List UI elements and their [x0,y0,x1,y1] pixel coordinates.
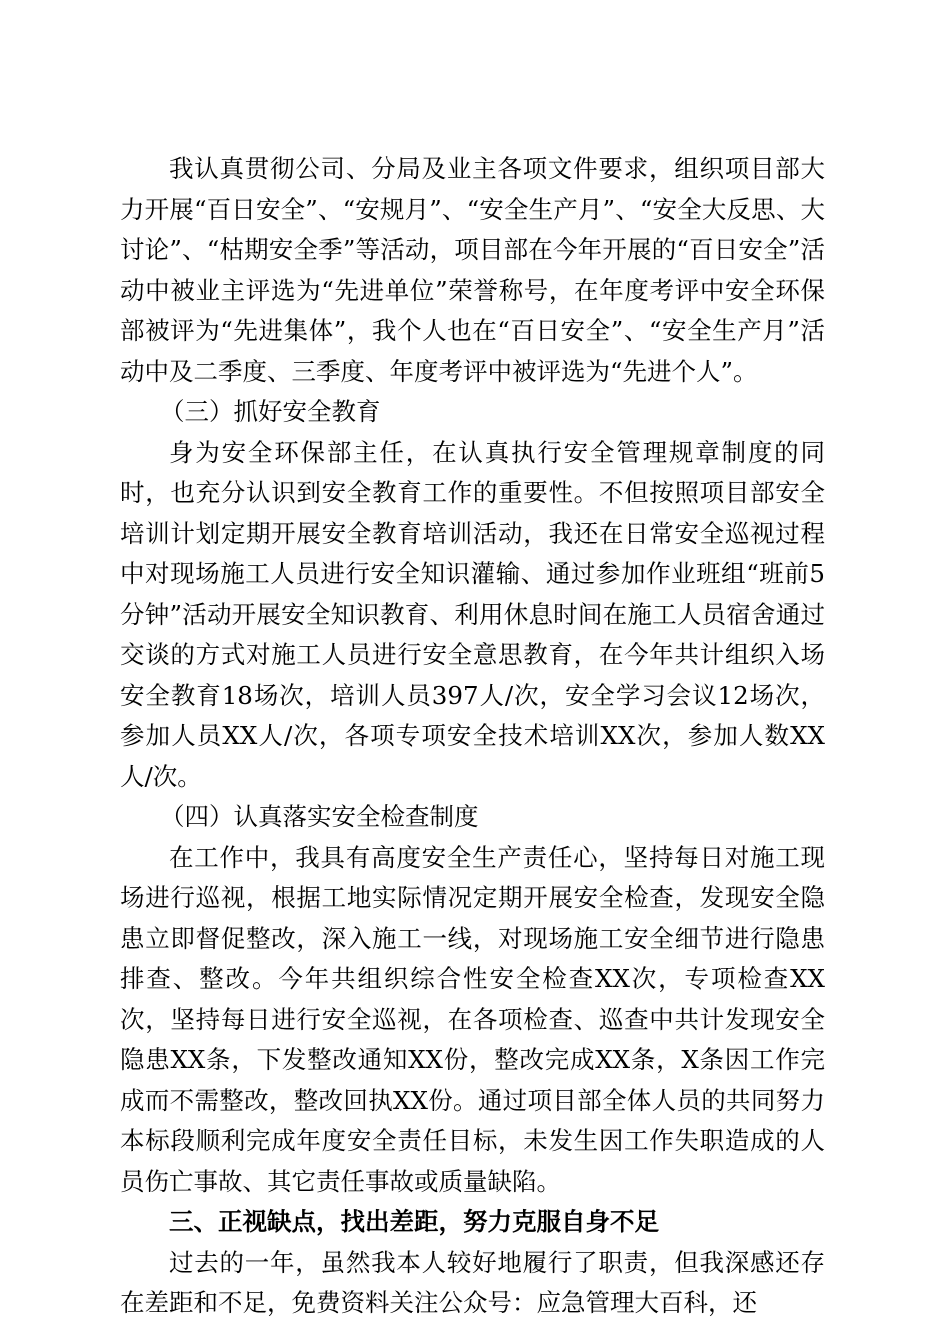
heading-safety-inspection: （四）认真落实安全检查制度 [160,802,479,831]
heading-safety-education: （三）抓好安全教育 [160,397,381,426]
paragraph-shortcomings: 过去的一年，虽然我本人较好地履行了职责，但我深感还存在差距和不足，免费资料关注公众号：应急管理大百科，还 [120,1247,825,1317]
paragraph-safety-inspection: 在工作中，我具有高度安全生产责任心，坚持每日对施工现场进行巡视，根据工地实际情况定期开展安全检查，发现安全隐患立即督促整改，深入施工一线，对现场施工安全细节进行隐患排查、整改。今年共组织综合性安全检查XX次，专项检查XX次，坚持每日进行安全巡视，在各项检查、巡查中共计发现安全隐患XX条，下发整改通知XX份，整改完成XX条，X条因工作完成而不需整改，整改回执XX份。通过项目部全体人员的共同努力本标段顺利完成年度安全责任目标，未发生因工作失职造成的人员伤亡事故、其它责任事故或质量缺陷。 [120,842,825,1196]
paragraph-activities: 我认真贯彻公司、分局及业主各项文件要求，组织项目部大力开展“百日安全”、“安规月”、“安全生产月”、“安全大反思、大讨论”、“枯期安全季”等活动，项目部在今年开展的“百日安全”活动中被业主评选为“先进单位”荣誉称号，在年度考评中安全环保部被评为“先进集体”，我个人也在“百日安全”、“安全生产月”活动中及二季度、三季度、年度考评中被评选为“先进个人”。 [120,154,825,386]
paragraph-safety-education: 身为安全环保部主任，在认真执行安全管理规章制度的同时，也充分认识到安全教育工作的重要性。不但按照项目部安全培训计划定期开展安全教育培训活动，我还在日常安全巡视过程中对现场施工人员进行安全知识灌输、通过参加作业班组“班前5分钟”活动开展安全知识教育、利用休息时间在施工人员宿舍通过交谈的方式对施工人员进行安全意思教育，在今年共计组织入场安全教育18场次，培训人员397人/次，安全学习会议12场次，参加人员XX人/次，各项专项安全技术培训XX次，参加人数XX人/次。 [120,437,825,791]
heading-shortcomings: 三、正视缺点，找出差距，努力克服自身不足 [169,1207,659,1236]
document-body [120,149,825,1324]
